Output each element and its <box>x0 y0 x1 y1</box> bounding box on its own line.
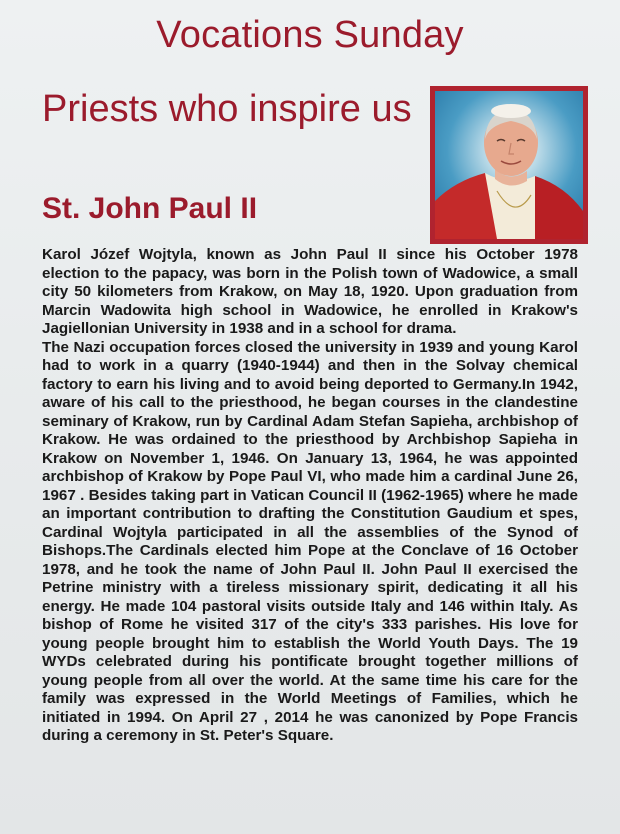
biography-text <box>42 246 578 746</box>
biography-paragraph: The Nazi occupation forces closed the university in 1939 and young Karol had to work in a quarry (1940-1944) and then in the Solvay chemical factory to earn his living and to avoid being deported to Germany.In 1942, aware of his call to the priesthood, he began courses in the clandestine seminary of Krakow, run by Cardinal Adam Stefan Sapieha, archbishop of Krakow. He was ordained to the priesthood by Archbishop Sapieha in Krakow on November 1, 1946. On January 13, 1964, he was appointed archbishop of Krakow by Pope Paul VI, who made him a cardinal June 26, 1967 . Besides taking part in Vatican Council II (1962-1965) where he made an important contribution to drafting the Constitution Gaudium et spes, Cardinal Wojtyla participated in all the assemblies of the Synod of Bishops.The Cardinals elected him Pope at the Conclave of 16 October 1978, and he took the name of John Paul II. John Paul II exercised the Petrine ministry with a tireless missionary spirit, dedicating it all his energy. He made 104 pastoral visits outside Italy and 146 within Italy. As bishop of Rome he visited 317 of the city's 333 parishes. His love for young people brought him to establish the World Youth Days. The 19 WYDs celebrated during his pontificate brought together millions of young people from all over the world. At the same time his care for the family was expressed in the World Meetings of Families, which he initiated in 1994. On April 27 , 2014 he was canonized by Pope Francis during a ceremony in St. Peter's Square. <box>42 338 578 744</box>
poster-subtitle: Priests who inspire us <box>42 88 412 130</box>
biography-paragraph: Karol Józef Wojtyla, known as John Paul II since his October 1978 election to the papacy, was born in the Polish town of Wadowice, a small city 50 kilometers from Krakow, on May 18, 1920. Upon graduation from Marcin Wadowita high school in Wadowice, he enrolled in Krakow's Jagiellonian University in 1938 and in a school for drama. <box>42 246 578 337</box>
portrait-frame <box>430 86 588 244</box>
red-mozzetta-right <box>530 176 583 239</box>
zucchetto <box>491 104 531 118</box>
poster-title: Vocations Sunday <box>156 14 464 56</box>
portrait-photo <box>435 91 583 239</box>
saint-name-heading: St. John Paul II <box>42 192 258 225</box>
portrait-illustration <box>435 91 583 239</box>
